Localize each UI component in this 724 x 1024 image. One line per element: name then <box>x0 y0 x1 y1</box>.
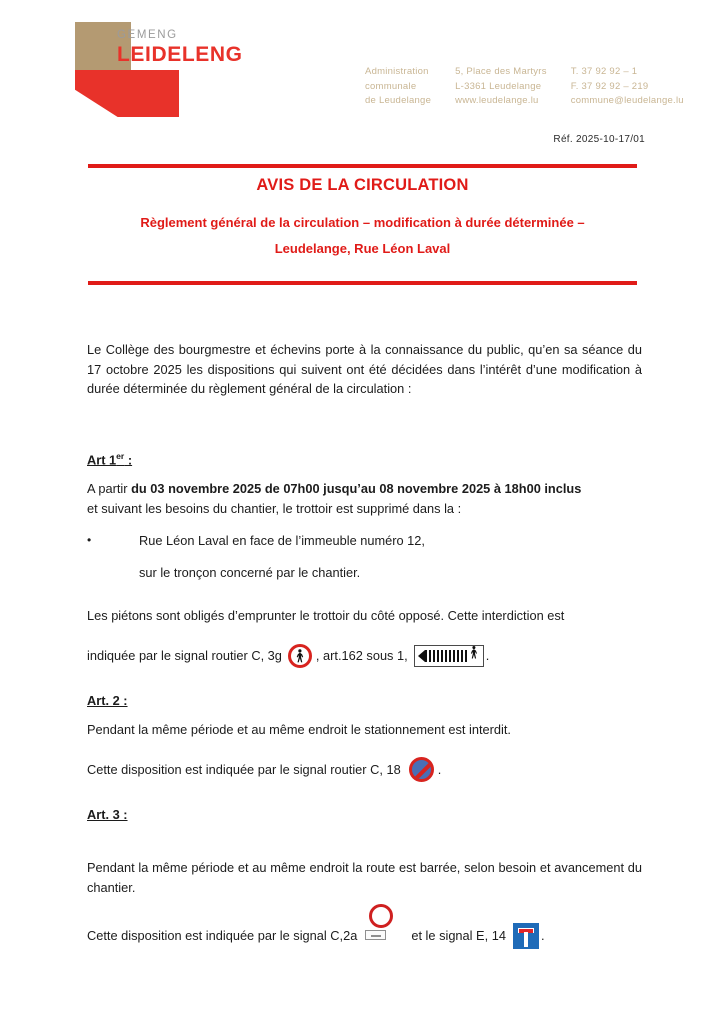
contact-email[interactable]: commune@leudelange.lu <box>570 95 684 106</box>
logo-gemeng-text: GEMENG <box>117 29 178 41</box>
pedestrian-paragraph: Les piétons sont obligés d’emprunter le trottoir du côté opposé. Cette interdiction est <box>87 608 565 624</box>
article-1-lead-rest: et suivant les besoins du chantier, le trottoir est supprimé dans la : <box>87 500 462 516</box>
logo-wordmark <box>117 28 243 67</box>
contact-fax: F. 37 92 92 – 219 <box>570 80 649 92</box>
article-1-heading <box>87 447 132 470</box>
intro-paragraph: Le Collège des bourgmestre et échevins porte à la connaissance du public, qu’en sa séance du 17 octobre 2025 les dispositions qui suivent ont été décidées dans l’intérêt d’une modification à durée déterminée du règlement général de la circulation : <box>87 342 642 396</box>
article-3-sign-text-1: Cette disposition est indiquée par le signal C,2a <box>87 928 358 944</box>
logo-red-shape <box>75 70 179 117</box>
article-3-sign-text-2: et le signal E, 14 <box>411 928 506 944</box>
contact-website[interactable]: www.leudelange.lu <box>455 95 539 106</box>
contact-admin-line3: de Leudelange <box>365 95 432 106</box>
article-1-lead-normal: A partir <box>87 481 132 497</box>
no-entry-additional-panel <box>365 930 386 940</box>
article-2-sign-text-1: Cette disposition est indiquée par le signal routier C, 18 <box>87 761 401 777</box>
contact-column-administration <box>365 65 431 109</box>
bullet-text-line1: Rue Léon Laval en face de l’immeuble numéro 12, <box>139 533 425 549</box>
no-entry-sign-icon <box>365 914 405 958</box>
contact-block <box>365 65 684 109</box>
article-1-lead-dates: du 03 novembre 2025 de 07h00 jusqu’au 08 novembre 2025 à 18h00 inclus <box>131 481 582 497</box>
contact-column-phone <box>571 65 684 109</box>
no-pedestrians-sign-icon <box>288 644 312 668</box>
divider-rule-top <box>88 164 637 168</box>
contact-telephone: T. 37 92 92 – 1 <box>570 66 638 77</box>
article-2-sign-text-2: . <box>437 761 442 777</box>
pedestrian-glyph <box>294 649 305 663</box>
crossing-stripes <box>425 650 467 662</box>
contact-address-city: L-3361 Leudelange <box>455 80 542 92</box>
pedestrian-sign-text-3: . <box>485 647 490 663</box>
contact-admin-line1: Administration <box>365 66 429 77</box>
page-subtitle <box>88 210 637 262</box>
page-subtitle-line2: Leudelange, Rue Léon Laval <box>274 241 451 256</box>
crossing-pedestrian-glyph <box>469 643 479 669</box>
article-1-bullet <box>87 531 642 551</box>
title-block <box>88 174 637 262</box>
document-header <box>0 0 724 160</box>
article-3-sign-text-3: . <box>540 928 545 944</box>
reference-number: Réf. 2025-10-17/01 <box>553 134 645 145</box>
page-title: AVIS DE LA CIRCULATION <box>256 176 469 194</box>
article-1-heading-suffix: : <box>124 451 133 467</box>
bullet-marker: • <box>87 533 92 548</box>
pedestrian-sign-text-2: , art.162 sous 1, <box>315 647 408 663</box>
article-3-heading: Art. 3 : <box>87 806 128 822</box>
article-1-lead <box>87 479 642 518</box>
contact-admin-line2: communale <box>365 80 417 92</box>
article-1-heading-superscript: er <box>116 450 125 461</box>
contact-column-address <box>455 65 547 109</box>
dead-end-white-stem <box>524 932 528 947</box>
article-1-heading-prefix: Art 1 <box>87 451 117 467</box>
contact-address-street: 5, Place des Martyrs <box>455 66 547 77</box>
crossing-arrow-left-icon <box>418 650 425 662</box>
page-subtitle-line1: Règlement général de la circulation – modification à durée déterminée – <box>140 215 585 230</box>
pedestrian-crossing-sign-icon <box>414 645 484 667</box>
article-3-sign-line <box>87 914 642 958</box>
bullet-text-line2: sur le tronçon concerné par le chantier. <box>139 564 361 580</box>
article-2-heading: Art. 2 : <box>87 692 128 708</box>
pedestrian-sign-text-1: indiquée par le signal routier C, 3g <box>87 647 282 663</box>
no-parking-sign-icon <box>409 757 434 782</box>
pedestrian-sign-line <box>87 643 642 669</box>
article-3-paragraph: Pendant la même période et au même endroit la route est barrée, selon besoin et avancement du chantier. <box>87 860 642 895</box>
divider-rule-bottom <box>88 281 637 285</box>
no-entry-red-ring <box>369 904 393 928</box>
municipality-logo <box>75 22 315 117</box>
dead-end-sign-icon <box>513 923 539 949</box>
document-body <box>87 340 642 958</box>
article-2-sign-line <box>87 757 642 783</box>
pedestrian-glyph <box>469 645 479 660</box>
logo-leideleng-text: LEIDELENG <box>117 43 243 66</box>
article-2-paragraph: Pendant la même période et au même endroit le stationnement est interdit. <box>87 722 511 738</box>
